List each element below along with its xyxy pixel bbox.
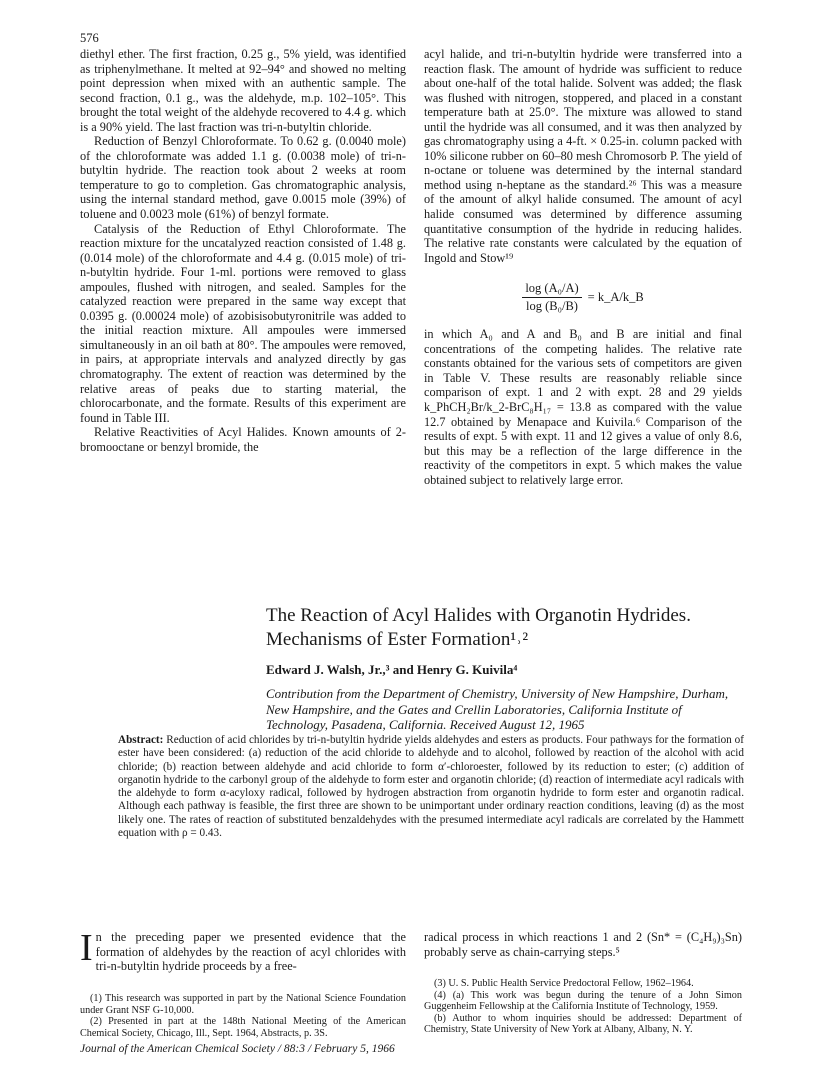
footnote-3: (3) U. S. Public Health Service Predoctoral Fellow, 1962–1964. — [434, 978, 694, 989]
article-title-line-2: Mechanisms of Ester Formation¹˒² — [266, 629, 529, 650]
page-number: 576 — [80, 31, 99, 45]
footnote-2: (2) Presented in part at the 148th National Meeting of the American Chemical Society, Chicago, Ill., Sept. 1964, Abstracts, p. 3S. — [80, 1016, 406, 1039]
paragraph-benzyl-chloroformate: Reduction of Benzyl Chloroformate. To 0.62 g. (0.0040 mole) of the chloroformate was added 1.1 g. (0.0038 mole) of tri-n-butyltin hydride. The reaction took about 2 weeks at room temperature to go to completion. Gas chromatographic analysis, using the internal standard method, gave 0.0015 mole (39%) of toluene and 0.0023 mole (61%) of benzyl formate. — [80, 134, 406, 222]
equation-rhs: = k_A/k_B — [587, 289, 644, 304]
intro-left-text: n the preceding paper we presented evidence that the formation of aldehydes by the reaction of acyl chlorides with tri-n-butyltin hydride proceeds by a free- — [95, 930, 406, 974]
paragraph-rate-constants: in which A₀ and A and B₀ and B are initial and final concentrations of the competing halides. The relative rate constants obtained for the various sets of competitors are given in Table V. These results are reasonably reliable since comparison of expt. 1 and 2 with expt. 28 and 29 yields k_PhCH₂Br/k_2-BrC₈H₁₇ = 13.8 as compared with the value 12.7 obtained by Menapace and Kuivila.⁶ Comparison of the results of expt. 5 with expt. 11 and 12 gives a value of only 8.6, but this may be a reflection of the large difference in the reactivity of the competitors in expt. 5 which makes the value obtained subject to relatively large error. — [424, 327, 742, 487]
footnotes-right — [424, 978, 742, 1036]
paragraph-triphenylmethane: diethyl ether. The first fraction, 0.25 g., 5% yield, was identified as triphenylmethane. It melted at 92–94° and showed no melting point depression when mixed with an authentic sample. The second fraction, 0.1 g., was the aldehyde, m.p. 102–105°. This brought the total weight of the aldehyde recovered to 4.4 g. which is a 90% yield. The last fraction was tri-n-butyltin chloride. — [80, 47, 406, 134]
left-column-experimental — [80, 47, 406, 454]
footnote-1: (1) This research was supported in part by the National Science Foundation under Grant NSF G-10,000. — [80, 993, 406, 1016]
intro-right-text: radical process in which reactions 1 and 2 (Sn* = (C₄H₉)₃Sn) probably serve as chain-carrying steps.⁵ — [424, 930, 742, 959]
equation-fraction — [522, 281, 581, 313]
intro-left-column — [80, 927, 406, 974]
equation-denominator: log (B₀/B) — [526, 298, 578, 313]
rate-equation — [424, 281, 742, 313]
paragraph-catalysis: Catalysis of the Reduction of Ethyl Chloroformate. The reaction mixture for the uncatalyzed reaction consisted of 1.48 g. (0.014 mole) of the chloroformate and 4.4 g. (0.015 mole) of tri-n-butyltin hydride. Four 1-ml. portions were removed to glass ampoules, flushed with nitrogen, and sealed. Samples for the catalyzed reaction were prepared in the same way except that 0.0395 g. (0.00024 mole) of azobisisobutyronitrile was added to the initial reaction mixture. All ampoules were immersed simultaneously in an oil bath at 80°. The ampoules were removed, in pairs, at appropriate intervals and analyzed directly by gas chromatography. The extent of reaction was determined by the relative areas of peaks due to starting material, the chlorocarbonate, and the formate. Results of this experiment are found in Table III. — [80, 221, 406, 425]
footnotes-left — [80, 993, 406, 1039]
equation-numerator: log (A₀/A) — [522, 281, 581, 298]
footnote-4b: (b) Author to whom inquiries should be addressed: Department of Chemistry, State University of New York at Albany, Albany, N. Y. — [424, 1012, 742, 1036]
abstract-text: Reduction of acid chlorides by tri-n-butyltin hydride yields aldehydes and esters as products. Four pathways for the formation of ester have been considered: (a) reduction of the acid chloride to aldehyde and to alcohol, followed by reaction of the alcohol with acid chloride; (b) reaction between aldehyde and acid chloride to form α′-chloroester, followed by its reduction to ester; (c) addition of organotin hydride to the carbonyl group of the aldehyde to form ester and organotin chloride; (d) reaction of intermediate acyl radicals with the aldehyde to form α-acyloxy radical, followed by hydrogen abstraction from organotin hydride to form ester and organotin radical. Although each pathway is feasible, the first three are shown to be unimportant under ordinary reaction conditions, leaving (d) as the most likely one. The rates of reaction of substituted benzaldehydes with the presumed intermediate acyl radicals are correlated by the Hammett equation with ρ = 0.43. — [118, 734, 745, 840]
paragraph-acyl-halide-procedure: acyl halide, and tri-n-butyltin hydride were transferred into a reaction flask. The amount of hydride was sufficient to reduce about one-half of the total halide. Solvent was added; the flask was flushed with nitrogen, stoppered, and placed in a constant temperature bath at 25.0°. The mixture was allowed to stand until the hydride was all consumed, and it was then analyzed by gas chromatography using a 4-ft. × 0.25-in. column packed with 10% silicone rubber on 60–80 mesh Chromosorb P. The yield of n-octane or toluene was determined by the internal standard method using n-heptane as the standard.²⁶ This was a measure of the amount of alkyl halide consumed. The amount of acyl halide consumed was determined by difference assuming quantitative consumption of the hydride in reducing halides. The relative rate constants were calculated by the equation of Ingold and Stow¹⁹ — [424, 47, 742, 265]
article-abstract — [118, 734, 744, 840]
article-title-line-1: The Reaction of Acyl Halides with Organotin Hydrides. — [266, 605, 691, 626]
article-title — [266, 604, 746, 652]
right-column-experimental — [424, 47, 742, 487]
article-authors: Edward J. Walsh, Jr.,³ and Henry G. Kuivila⁴ — [266, 662, 518, 677]
drop-cap: I — [80, 927, 93, 969]
abstract-label: Abstract: — [118, 734, 164, 746]
journal-footer: Journal of the American Chemical Society / 88:3 / February 5, 1966 — [80, 1043, 395, 1055]
intro-right-column — [424, 930, 742, 959]
paragraph-relative-reactivities: Relative Reactivities of Acyl Halides. Known amounts of 2-bromooctane or benzyl bromide, the — [80, 425, 406, 454]
footnote-4a: (4) (a) This work was begun during the tenure of a John Simon Guggenheim Fellowship at the California Institute of Technology, 1959. — [424, 989, 742, 1013]
article-affiliation: Contribution from the Department of Chemistry, University of New Hampshire, Durham, New Hampshire, and the Gates and Crellin Laboratories, California Institute of Technology, Pasadena, California. Received August 12, 1965 — [266, 686, 729, 732]
